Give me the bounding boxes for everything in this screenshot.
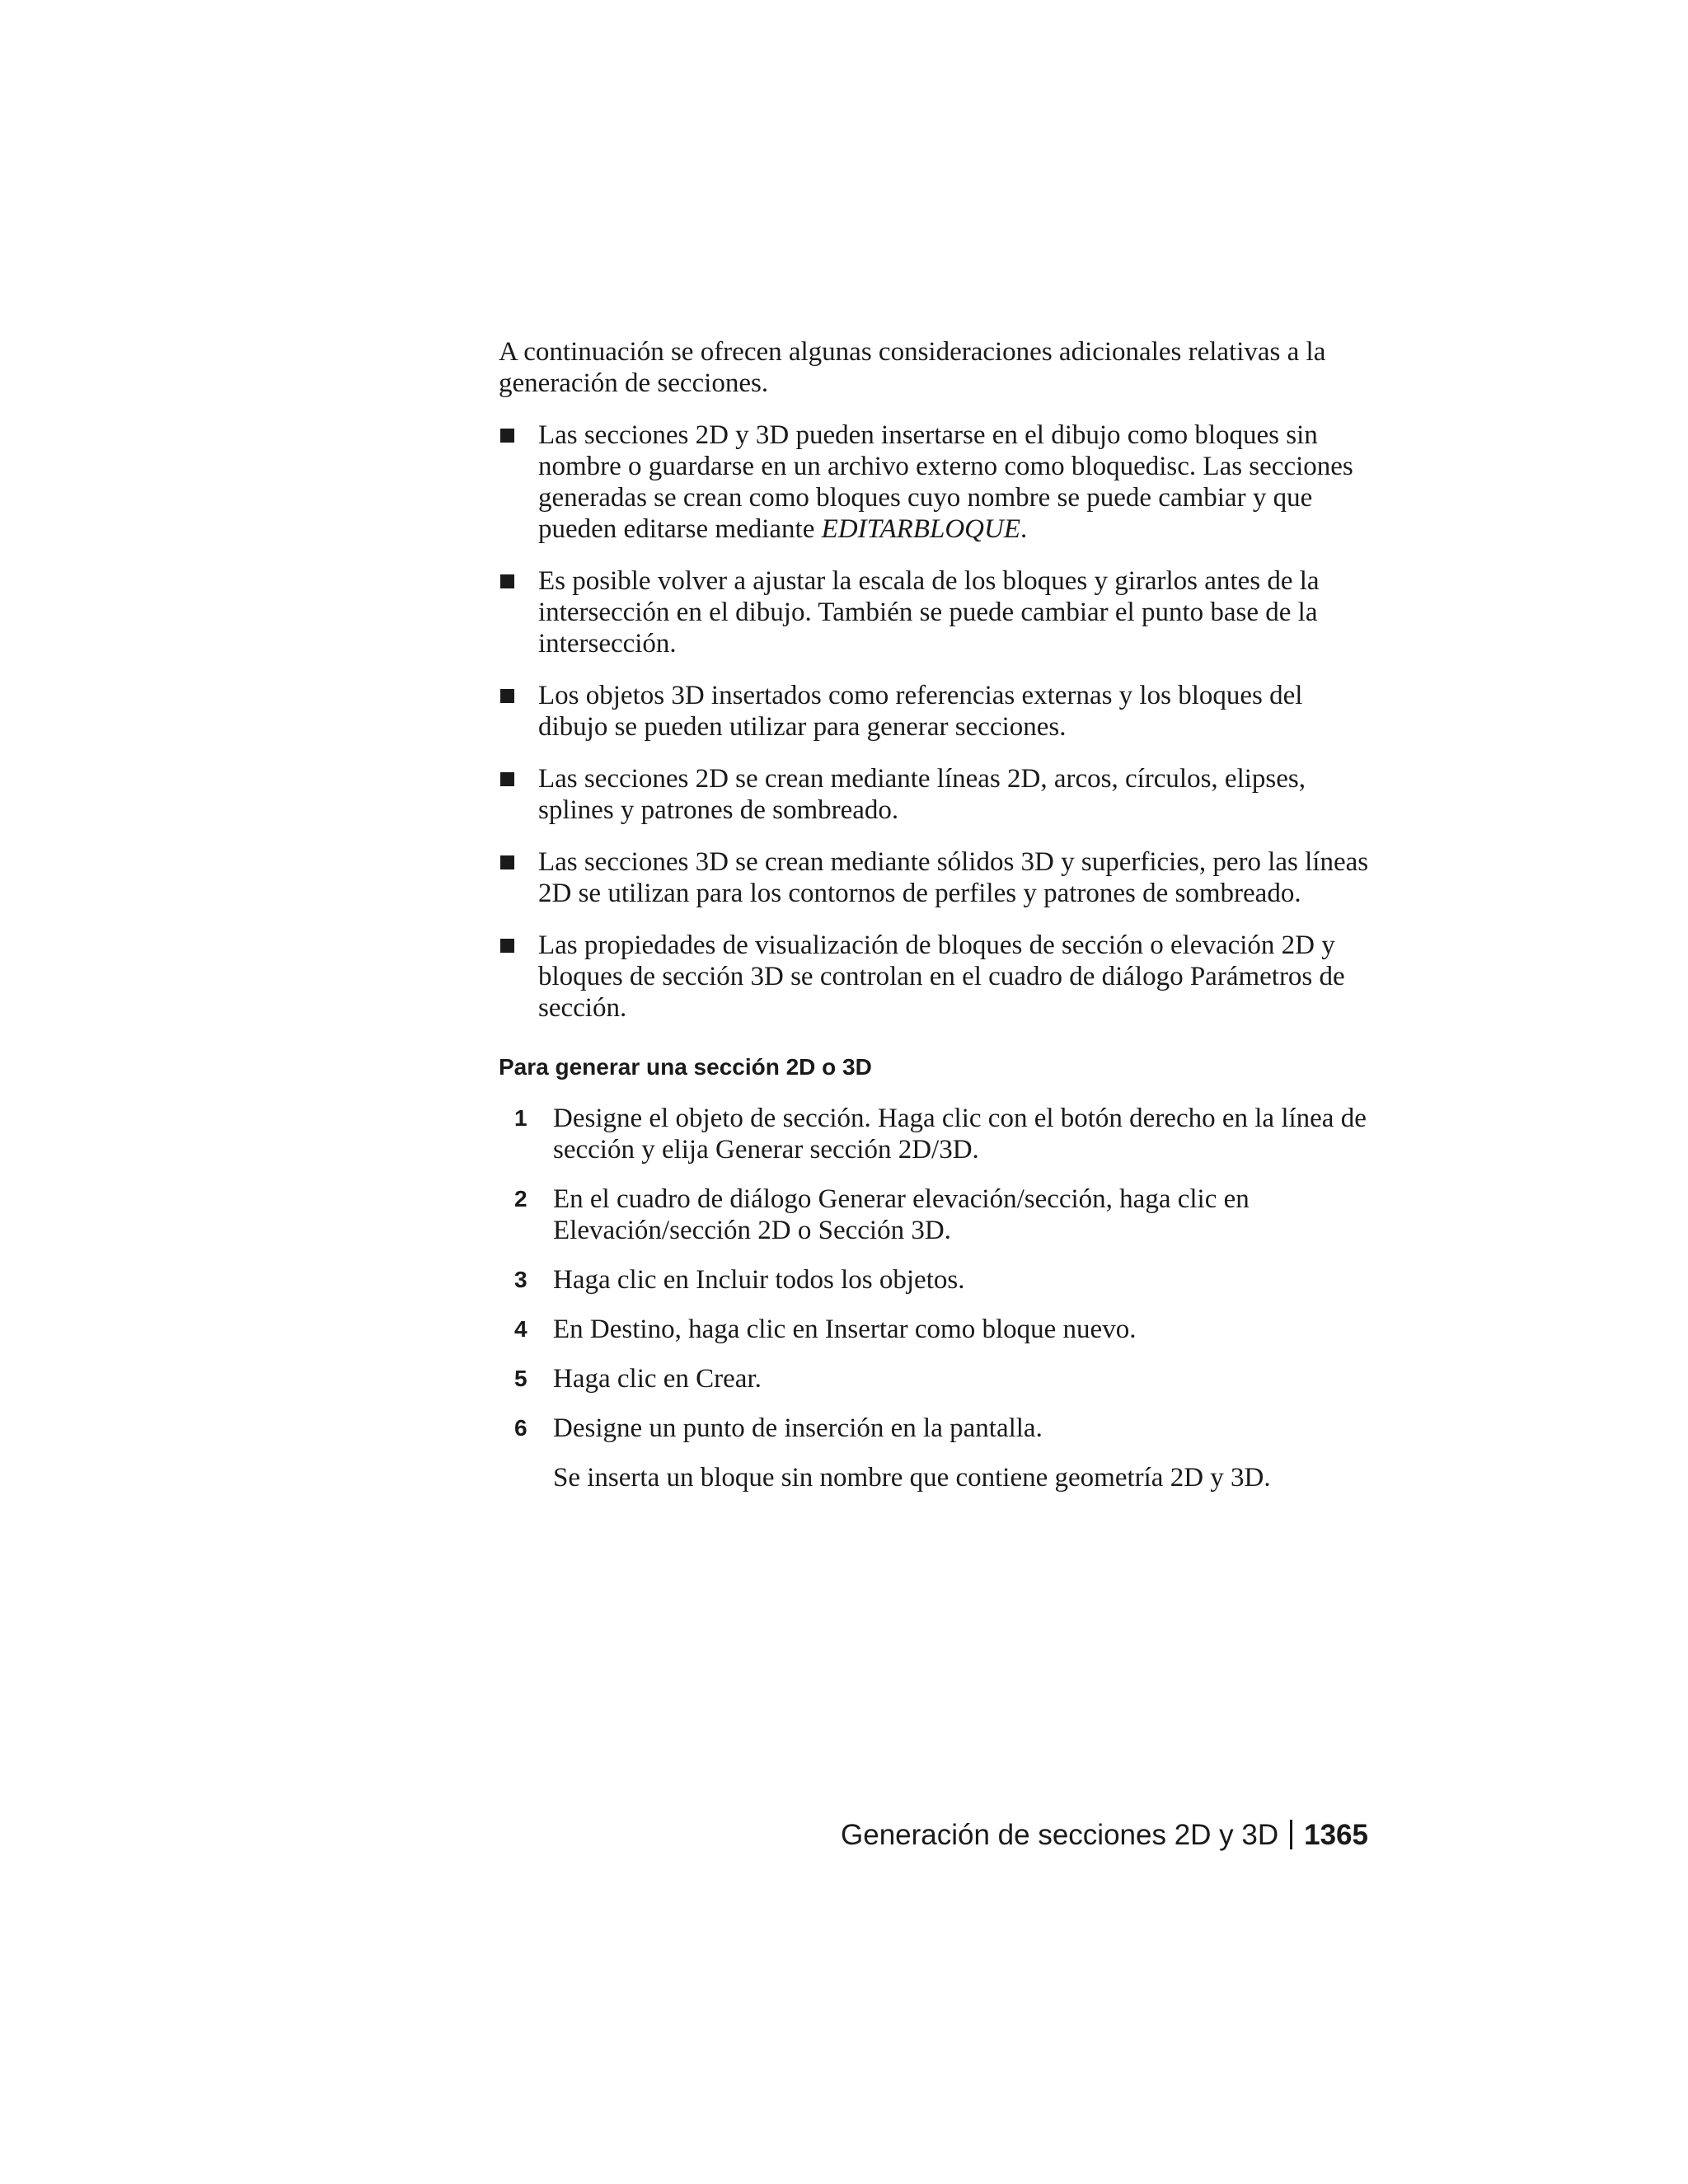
- square-bullet-icon: [500, 939, 514, 953]
- step-item: [499, 1264, 1376, 1296]
- square-bullet-icon: [500, 689, 514, 703]
- list-item-text: Las secciones 2D y 3D pueden insertarse en el dibujo como bloques sin nombre o guardarse en un archivo externo como bloquedisc. Las secciones generadas se crean como bloques cuyo nombre se puede cambiar y que pueden editarse mediante: [538, 420, 1353, 544]
- list-item-suffix: .: [1020, 514, 1028, 544]
- square-bullet-icon: [500, 574, 514, 588]
- step-number: 5: [514, 1366, 528, 1391]
- step-item: [499, 1413, 1376, 1493]
- list-item-text: Los objetos 3D insertados como referencias externas y los bloques del dibujo se pueden utilizar para generar secciones.: [538, 681, 1303, 742]
- step-number: 2: [514, 1186, 528, 1212]
- procedure-steps: [499, 1103, 1376, 1493]
- step-item: [499, 1363, 1376, 1394]
- page-content: [499, 336, 1376, 1511]
- footer-divider: [1290, 1820, 1292, 1849]
- list-item: [499, 680, 1376, 743]
- list-item-text: Las propiedades de visualización de bloques de sección o elevación 2D y bloques de sección 3D se controlan en el cuadro de diálogo Parámetros de sección.: [538, 930, 1345, 1023]
- list-item: [499, 846, 1376, 909]
- step-number: 1: [514, 1105, 528, 1131]
- considerations-list: [499, 419, 1376, 1024]
- step-text: Designe el objeto de sección. Haga clic con el botón derecho en la línea de sección y elija Generar sección 2D/3D.: [553, 1104, 1367, 1165]
- square-bullet-icon: [500, 429, 514, 443]
- page-number: 1365: [1304, 1819, 1368, 1851]
- command-name: EDITARBLOQUE: [821, 514, 1020, 544]
- step-text: Designe un punto de inserción en la pantalla.: [553, 1413, 1043, 1443]
- list-item-text: Es posible volver a ajustar la escala de los bloques y girarlos antes de la intersección en el dibujo. También se puede cambiar el punto base de la intersección.: [538, 566, 1320, 658]
- list-item-text: Las secciones 3D se crean mediante sólidos 3D y superficies, pero las líneas 2D se utilizan para los contornos de perfiles y patrones de sombreado.: [538, 847, 1369, 908]
- page-footer: [841, 1818, 1368, 1853]
- list-item-text: Las secciones 2D se crean mediante líneas 2D, arcos, círculos, elipses, splines y patrones de sombreado.: [538, 764, 1306, 825]
- step-number: 3: [514, 1267, 528, 1292]
- step-text: Haga clic en Crear.: [553, 1364, 762, 1394]
- step-result: Se inserta un bloque sin nombre que contiene geometría 2D y 3D.: [553, 1463, 1271, 1493]
- step-item: [499, 1183, 1376, 1246]
- square-bullet-icon: [500, 855, 514, 869]
- footer-section-title: Generación de secciones 2D y 3D: [841, 1819, 1279, 1851]
- procedure-heading: Para generar una sección 2D o 3D: [499, 1054, 872, 1080]
- list-item: [499, 419, 1376, 545]
- step-item: [499, 1314, 1376, 1345]
- step-number: 6: [514, 1415, 528, 1441]
- intro-paragraph: A continuación se ofrecen algunas consideraciones adicionales relativas a la generación de secciones.: [499, 337, 1326, 398]
- list-item: [499, 565, 1376, 659]
- step-text: En el cuadro de diálogo Generar elevación/sección, haga clic en Elevación/sección 2D o Sección 3D.: [553, 1184, 1250, 1245]
- step-number: 4: [514, 1316, 528, 1342]
- step-text: Haga clic en Incluir todos los objetos.: [553, 1265, 965, 1295]
- list-item: [499, 763, 1376, 826]
- step-item: [499, 1103, 1376, 1165]
- list-item: [499, 930, 1376, 1024]
- step-text: En Destino, haga clic en Insertar como bloque nuevo.: [553, 1315, 1137, 1344]
- square-bullet-icon: [500, 772, 514, 786]
